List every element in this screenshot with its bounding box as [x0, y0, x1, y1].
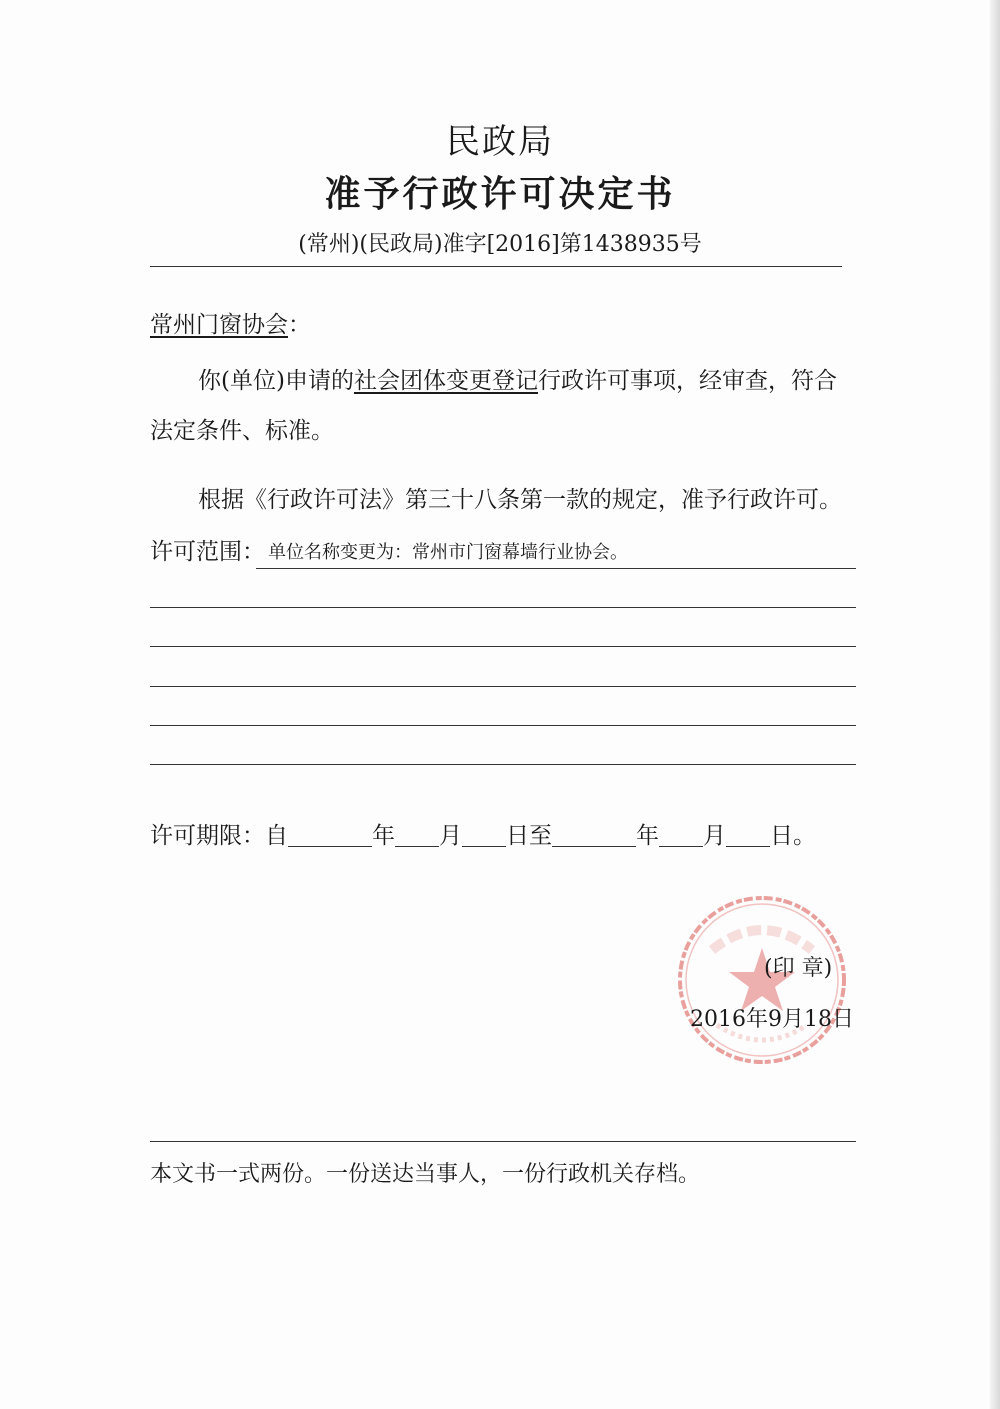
- start-year-unit: 年: [372, 823, 395, 849]
- para1-prefix: 你(单位)申请的: [198, 368, 354, 394]
- end-year-blank: [552, 822, 636, 847]
- start-day-unit: 日至: [506, 823, 552, 849]
- document-number: (常州)(民政局)准字[2016]第1438935号: [298, 232, 702, 257]
- scope-line-4: [150, 686, 856, 687]
- end-day-blank: [726, 822, 770, 847]
- end-year-unit: 年: [636, 823, 659, 849]
- start-month-blank: [395, 822, 439, 847]
- start-year-blank: [288, 822, 372, 847]
- scope-value: 单位名称变更为：常州市门窗幕墙行业协会。: [268, 542, 628, 563]
- decision-date: 2016年9月18日: [690, 1007, 854, 1032]
- document-title: 准予行政许可决定书: [324, 174, 676, 215]
- period-label: 许可期限：自: [150, 823, 288, 849]
- scope-line-1: [256, 568, 856, 569]
- footer-note: 本文书一式两份。一份送达当事人，一份行政机关存档。: [150, 1162, 701, 1187]
- start-month-unit: 月: [439, 823, 462, 849]
- issuing-agency: 民政局: [446, 122, 554, 162]
- para1-suffix: 行政许可事项，经审查，符合: [537, 368, 837, 394]
- paragraph-1-line-2: 法定条件、标准。: [150, 418, 334, 444]
- addressee-line: [150, 306, 311, 339]
- end-month-blank: [659, 822, 703, 847]
- permit-period: [150, 817, 816, 850]
- scope-label: 许可范围：: [150, 539, 265, 565]
- permit-item: 社会团体变更登记: [353, 368, 538, 394]
- header-divider: [150, 266, 842, 267]
- end-month-unit: 月: [703, 823, 726, 849]
- addressee-colon: ：: [288, 312, 311, 338]
- addressee: 常州门窗协会: [150, 312, 288, 338]
- footer-divider: [150, 1141, 856, 1142]
- paragraph-2: 根据《行政许可法》第三十八条第一款的规定，准予行政许可。: [198, 487, 842, 513]
- scope-line-2: [150, 607, 856, 608]
- end-day-unit: 日。: [770, 823, 816, 849]
- scope-line-6: [150, 764, 856, 765]
- start-day-blank: [462, 822, 506, 847]
- scope-line-3: [150, 646, 856, 647]
- paragraph-1-line-1: [198, 362, 837, 395]
- seal-label: (印 章): [764, 956, 833, 981]
- scope-line-5: [150, 725, 856, 726]
